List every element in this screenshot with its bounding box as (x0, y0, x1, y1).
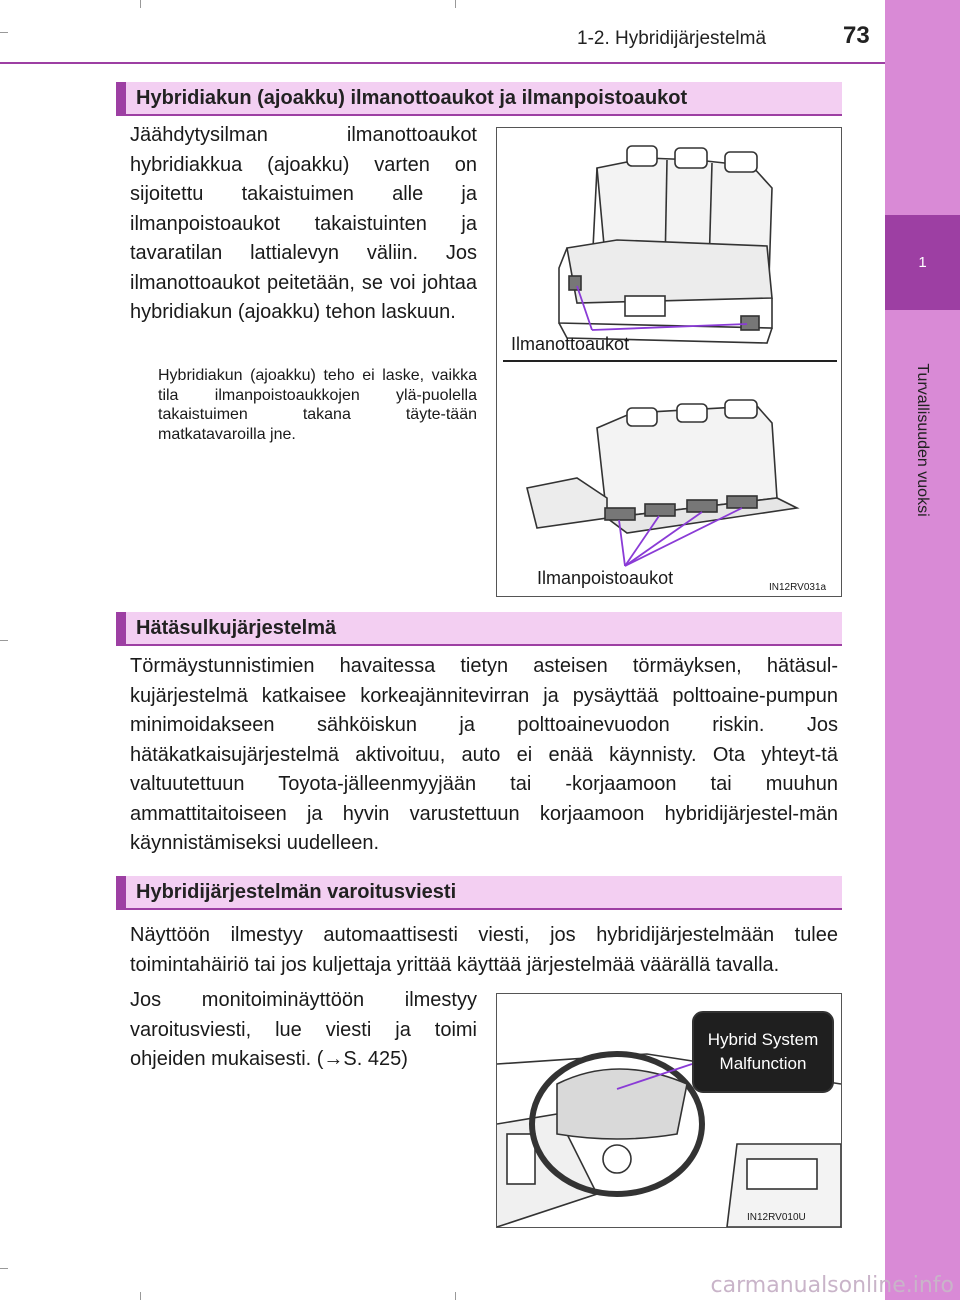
section-heading-air-vents (116, 82, 842, 116)
emergency-shutoff-paragraph: Törmäystunnistimien havaitessa tietyn asteisen törmäyksen, hätäsul-kujärjestelmä katkaisee korkeajännitevirran ja pysäyttää polttoaine-pumpun minimoidakseen sähköiskun ja polttoainevuodon riskin. Jos hätäkatkaisujärjestelmä aktivoituu, auto ei enää käynnisty. Ota yhteyt-tä valtuutettuun Toyota-jälleenmyyjään tai -korjaamoon tai muuhun ammattitaitoiseen ja hyvin varustettuun korjaamoon hybridijärjestel-män käynnistämiseksi uudelleen. (130, 655, 838, 854)
section-heading-text: Hybridijärjestelmän varoitusviesti (136, 881, 457, 903)
running-header: 1-2. Hybridijärjestelmä (577, 28, 767, 49)
figure-code: IN12RV010U (747, 1212, 806, 1223)
section-heading-text: Hätäsulkujärjestelmä (136, 617, 337, 639)
rear-seat-illustration (497, 128, 841, 596)
air-vents-paragraph: Jäähdytysilman ilmanottoaukot hybridiakkua (ajoakku) varten on sijoitettu takaistuimen alle ja ilmanpoistoaukot takaistuinten ja tavaratilan lattialevyn väliin. Jos ilmanottoaukot peitetään, se voi johtaa hybridiakun (ajoakku) tehon laskuun. (130, 124, 477, 323)
chapter-title: Turvallisuuden vuoksi (914, 363, 931, 517)
warning-message-instruction: Jos monitoiminäyttöön ilmestyy varoitusviesti, lue viesti ja toimi ohjeiden mukaisesti. (→S. 425) (130, 989, 477, 1070)
seat-vents-figure (496, 127, 842, 597)
header-rule (0, 62, 885, 64)
warning-message-paragraph: Näyttöön ilmestyy automaattisesti viesti, jos hybridijärjestelmään tulee toimintahäiriö tai jos kuljettaja yrittää käyttää järjestelmää väärällä tavalla. (130, 924, 838, 976)
chapter-side-tab (885, 0, 960, 1300)
exhaust-vents-label: Ilmanpoistoaukot (537, 568, 674, 588)
page-number: 73 (843, 22, 870, 49)
watermark: carmanualsonline.info (710, 1273, 954, 1298)
section-heading-warning-message (116, 876, 842, 910)
figure-code: IN12RV031a (769, 582, 827, 593)
section-heading-emergency-shutoff (116, 612, 842, 646)
message-line-2: Malfunction (719, 1054, 807, 1073)
dashboard-figure (496, 993, 842, 1228)
air-vents-note: Hybridiakun (ajoakku) teho ei laske, vaikka tila ilmanpoistoaukkojen ylä-puolella takaistuimen takana täyte-tään matkatavaroilla jne. (158, 367, 477, 443)
chapter-number: 1 (885, 215, 960, 310)
hybrid-system-message (693, 1028, 833, 1076)
section-heading-text: Hybridiakun (ajoakku) ilmanottoaukot ja ilmanpoistoaukot (136, 87, 688, 109)
intake-vents-label: Ilmanottoaukot (511, 334, 630, 354)
message-line-1: Hybrid System (707, 1030, 819, 1049)
